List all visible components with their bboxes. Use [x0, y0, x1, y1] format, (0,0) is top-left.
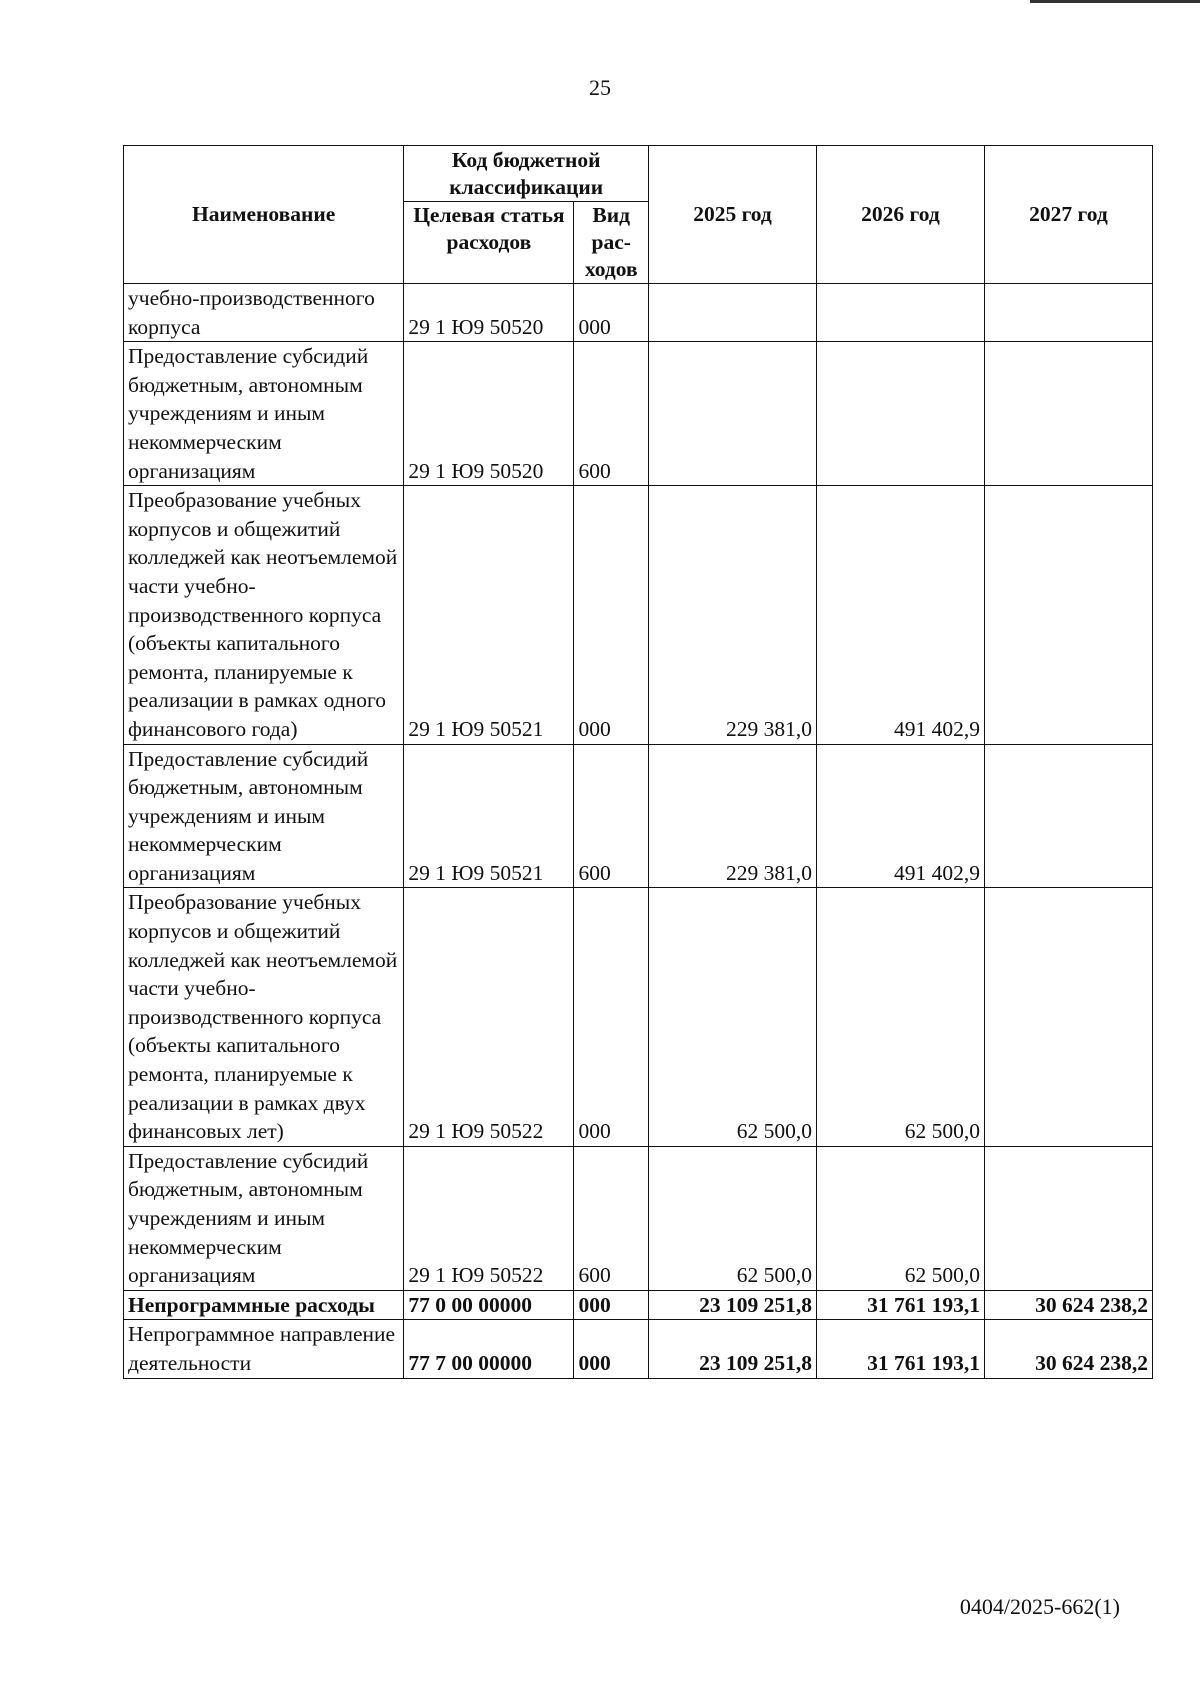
- row-code-cell: 77 0 00 00000: [404, 1290, 574, 1320]
- row-name-cell: Предоставление субсидий бюджетным, автономным учреждениям и иным некоммерческим организациям: [124, 342, 404, 486]
- row-2025-cell: 62 500,0: [649, 1146, 817, 1290]
- table-row: [124, 1320, 1153, 1378]
- header-2026: 2026 год: [816, 146, 984, 284]
- row-vid-cell: 000: [574, 1290, 649, 1320]
- row-2025-cell: [649, 284, 817, 342]
- row-2027-cell: [984, 744, 1152, 888]
- row-2025-cell: [649, 342, 817, 486]
- header-code-group: Код бюджетной классификации: [404, 146, 649, 202]
- row-code-cell: 29 1 Ю9 50522: [404, 1146, 574, 1290]
- row-2026-cell: 491 402,9: [816, 486, 984, 744]
- row-vid-cell: 000: [574, 284, 649, 342]
- table-row: [124, 284, 1153, 342]
- row-vid-cell: 600: [574, 342, 649, 486]
- page-number: 25: [589, 75, 611, 100]
- row-name-cell: Непрограммное направление деятельности: [124, 1320, 404, 1378]
- header-2025: 2025 год: [649, 146, 817, 284]
- row-2027-cell: [984, 284, 1152, 342]
- header-2027: 2027 год: [984, 146, 1152, 284]
- row-2027-cell: [984, 486, 1152, 744]
- budget-table: [123, 145, 1153, 1379]
- row-2026-cell: [816, 284, 984, 342]
- row-2025-cell: 23 109 251,8: [649, 1320, 817, 1378]
- table-row: [124, 486, 1153, 744]
- header-name: Наименование: [124, 146, 404, 284]
- row-code-cell: 77 7 00 00000: [404, 1320, 574, 1378]
- row-name-cell: Преобразование учебных корпусов и общежитий колледжей как неотъемлемой части учебно-производственного корпуса (объекты капитального ремонта, планируемые к реализации в рамках двух финансовых лет): [124, 888, 404, 1146]
- scan-corner-mark: [1030, 0, 1200, 3]
- row-vid-cell: 000: [574, 888, 649, 1146]
- row-2025-cell: 229 381,0: [649, 486, 817, 744]
- row-vid-cell: 000: [574, 486, 649, 744]
- row-2027-cell: [984, 888, 1152, 1146]
- row-2025-cell: 23 109 251,8: [649, 1290, 817, 1320]
- row-2027-cell: [984, 342, 1152, 486]
- row-name-cell: Предоставление субсидий бюджетным, автономным учреждениям и иным некоммерческим организациям: [124, 1146, 404, 1290]
- row-2026-cell: 31 761 193,1: [816, 1290, 984, 1320]
- row-vid-cell: 000: [574, 1320, 649, 1378]
- row-2025-cell: 229 381,0: [649, 744, 817, 888]
- document-id: 0404/2025-662(1): [959, 1594, 1120, 1619]
- row-code-cell: 29 1 Ю9 50521: [404, 486, 574, 744]
- row-vid-cell: 600: [574, 744, 649, 888]
- row-name-cell: Преобразование учебных корпусов и общежитий колледжей как неотъемлемой части учебно-производственного корпуса (объекты капитального ремонта, планируемые к реализации в рамках одного финансового года): [124, 486, 404, 744]
- row-2026-cell: [816, 342, 984, 486]
- row-code-cell: 29 1 Ю9 50521: [404, 744, 574, 888]
- row-name-cell: Непрограммные расходы: [124, 1290, 404, 1320]
- header-target: Целевая статья расходов: [404, 202, 574, 284]
- row-2027-cell: 30 624 238,2: [984, 1290, 1152, 1320]
- row-code-cell: 29 1 Ю9 50520: [404, 342, 574, 486]
- table-row: [124, 744, 1153, 888]
- row-2026-cell: 62 500,0: [816, 1146, 984, 1290]
- row-code-cell: 29 1 Ю9 50522: [404, 888, 574, 1146]
- table-row: [124, 888, 1153, 1146]
- row-2027-cell: 30 624 238,2: [984, 1320, 1152, 1378]
- row-code-cell: 29 1 Ю9 50520: [404, 284, 574, 342]
- row-vid-cell: 600: [574, 1146, 649, 1290]
- table-row: [124, 342, 1153, 486]
- table-row: [124, 1290, 1153, 1320]
- header-vid: Вид рас-ходов: [574, 202, 649, 284]
- row-2025-cell: 62 500,0: [649, 888, 817, 1146]
- row-2027-cell: [984, 1146, 1152, 1290]
- row-2026-cell: 31 761 193,1: [816, 1320, 984, 1378]
- row-2026-cell: 491 402,9: [816, 744, 984, 888]
- row-name-cell: учебно-производственного корпуса: [124, 284, 404, 342]
- table-row: [124, 1146, 1153, 1290]
- row-name-cell: Предоставление субсидий бюджетным, автономным учреждениям и иным некоммерческим организациям: [124, 744, 404, 888]
- row-2026-cell: 62 500,0: [816, 888, 984, 1146]
